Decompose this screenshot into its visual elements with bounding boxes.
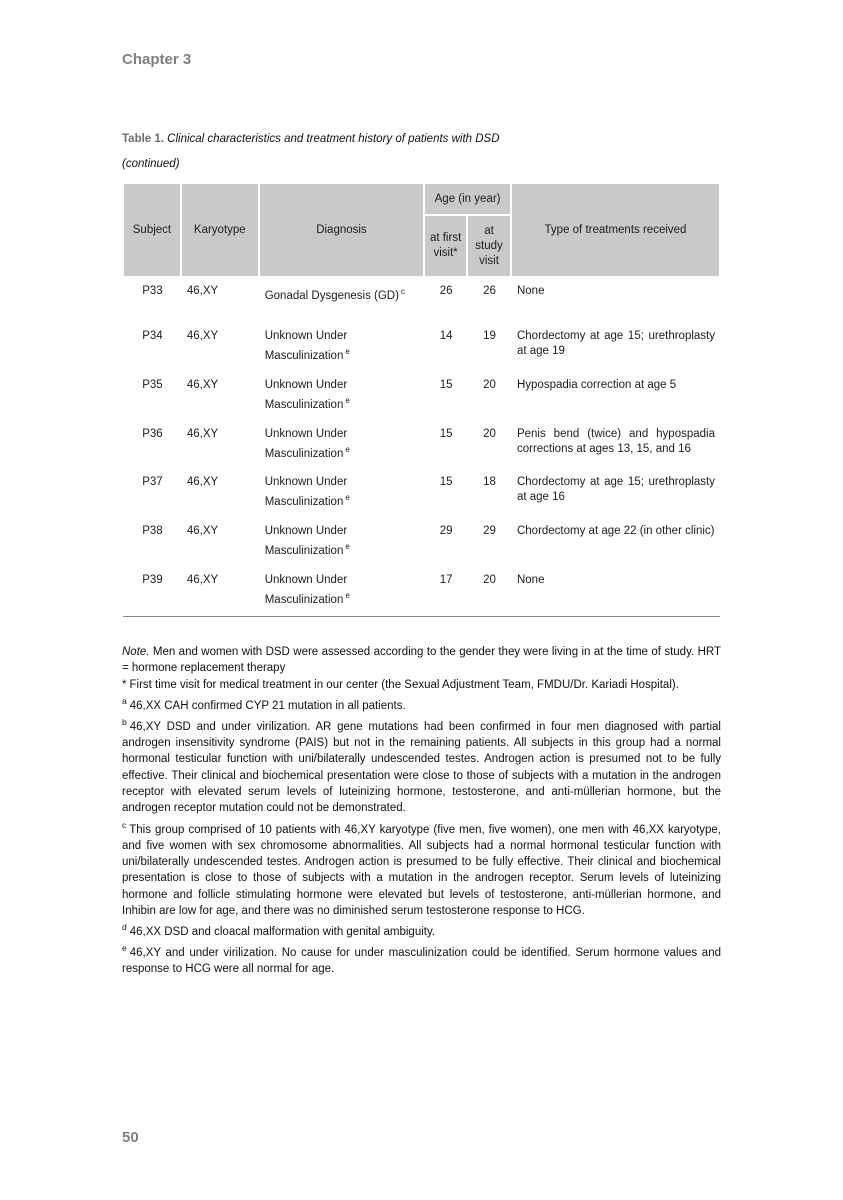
table-caption-continued: (continued): [122, 158, 180, 170]
footnote-text: 46,XY and under virilization. No cause for under masculinization could be identified. Serum hormone values and response to HCG were all normal for age.: [122, 947, 721, 976]
col-header-age-study-visit: at study visit: [467, 215, 511, 277]
diagnosis-footnote-marker: e: [345, 347, 350, 356]
subject-cell: P37: [142, 476, 163, 489]
karyotype-cell: 46,XY: [186, 574, 219, 587]
treatment-cell: Chordectomy at age 15; urethroplasty at age 19: [516, 330, 715, 357]
footnote-marker: e: [122, 943, 127, 954]
col-header-karyotype: Karyotype: [181, 183, 259, 277]
footnote-text: This group comprised of 10 patients with 46,XY karyotype (five men, five women), one men with 46,XX karyotype, and five women with sex chromosome abnormalities. All subjects had a normal hormonal testicular function with uni/bilaterally undescended testes. Androgen action is presumed to be fully effective. Their clinical and biochemical presentation is close to those of subjects with a mutation in the androgen receptor. Serum levels of luteinizing hormone and follicle stimulating hormone were elevated but levels of testosterone, anti-müllerian hormone, and Inhibin are low for age, and there was no diminished serum testosterone response to HCG.: [122, 823, 721, 917]
diagnosis-text: Unknown Under Masculinization: [264, 330, 348, 362]
diagnosis-cell: [259, 372, 424, 421]
karyotype-cell: 46,XY: [186, 525, 219, 538]
table-body: [123, 277, 720, 616]
age-study-visit-cell: 20: [483, 378, 496, 391]
subject-cell: P35: [142, 378, 163, 391]
footnote-e: [122, 940, 721, 977]
chapter-heading: Chapter 3: [122, 51, 192, 68]
table-row: [123, 469, 720, 518]
footnotes-section: [122, 644, 721, 978]
patients-table: [122, 182, 721, 617]
col-header-subject: Subject: [123, 183, 181, 277]
table-row: [123, 372, 720, 421]
diagnosis-cell: [259, 518, 424, 567]
diagnosis-text: Unknown Under Masculinization: [264, 427, 348, 460]
diagnosis-footnote-marker: c: [400, 287, 405, 296]
diagnosis-text: Unknown Under Masculinization: [264, 378, 348, 411]
footnote-text: 46,XX CAH confirmed CYP 21 mutation in all patients.: [129, 699, 406, 712]
diagnosis-cell: [259, 567, 424, 616]
karyotype-cell: 46,XY: [186, 285, 219, 297]
diagnosis-text: Unknown Under Masculinization: [264, 476, 348, 509]
diagnosis-text: Unknown Under Masculinization: [264, 574, 348, 606]
page-number: 50: [122, 1129, 139, 1146]
footnote-b: [122, 714, 721, 817]
table-header: [123, 183, 720, 277]
footnote-marker: c: [122, 819, 127, 830]
age-first-visit-cell: 29: [439, 525, 453, 538]
karyotype-cell: 46,XY: [186, 378, 219, 391]
age-first-visit-cell: 15: [439, 476, 453, 489]
table-caption-text: Clinical characteristics and treatment history of patients with DSD: [167, 133, 500, 145]
col-header-diagnosis: Diagnosis: [259, 183, 424, 277]
footnote-text: 46,XY DSD and under virilization. AR gene mutations had been confirmed in four men diagnosed with partial androgen insensitivity syndrome (PAIS) but not in the remaining patients. All subjects in this group had a normal hormonal testicular function with uni/bilaterally undescended testes. Androgen action is presumed not to be fully effective. Their clinical and biochemical presentation were close to those of subjects with a mutation in the androgen receptor with elevated serum levels of luteinizing hormone, testosterone, and anti-müllerian hormone, but the androgen receptor mutation could not be demonstrated.: [122, 720, 721, 815]
footnote-asterisk: [122, 677, 721, 693]
diagnosis-footnote-marker: e: [345, 542, 350, 552]
diagnosis-cell: [259, 277, 424, 323]
col-header-treatments: Type of treatments received: [511, 183, 720, 277]
age-study-visit-cell: 29: [483, 525, 496, 538]
footnote-text: 46,XX DSD and cloacal malformation with genital ambiguity.: [129, 926, 436, 939]
footnote-c: [122, 817, 721, 920]
treatment-cell: Chordectomy at age 22 (in other clinic): [516, 525, 715, 538]
karyotype-cell: 46,XY: [186, 330, 219, 342]
treatment-cell: Hypospadia correction at age 5: [516, 378, 677, 391]
treatment-cell: None: [516, 285, 545, 297]
footnote-note: [122, 644, 721, 677]
age-first-visit-cell: 26: [439, 285, 453, 297]
diagnosis-cell: [259, 421, 424, 470]
age-first-visit-cell: 17: [439, 574, 453, 587]
age-study-visit-cell: 26: [483, 285, 496, 297]
diagnosis-footnote-marker: e: [345, 395, 350, 405]
footnote-text: Men and women with DSD were assessed according to the gender they were living in at the time of study. HRT = hormone replacement therapy: [122, 645, 721, 675]
table-caption: [122, 132, 721, 147]
table-row: [123, 323, 720, 372]
karyotype-cell: 46,XY: [186, 476, 219, 489]
age-study-visit-cell: 19: [483, 330, 496, 342]
karyotype-cell: 46,XY: [186, 427, 219, 440]
table-caption-label: Table 1.: [122, 133, 164, 145]
table-row: [123, 421, 720, 470]
subject-cell: P39: [142, 574, 163, 587]
treatment-cell: None: [516, 574, 545, 587]
age-study-visit-cell: 20: [483, 427, 496, 440]
treatment-cell: Penis bend (twice) and hypospadia corrections at ages 13, 15, and 16: [516, 427, 715, 455]
page-content: [122, 0, 721, 978]
treatment-cell: Chordectomy at age 15; urethroplasty at age 16: [516, 476, 715, 504]
footnote-marker: Note.: [122, 645, 150, 658]
col-header-age-first-visit: at first visit*: [424, 215, 467, 277]
footnote-d: [122, 919, 721, 940]
diagnosis-text: Unknown Under Masculinization: [264, 525, 348, 558]
diagnosis-footnote-marker: e: [345, 591, 350, 601]
footnote-marker: d: [122, 922, 127, 933]
footnote-a: [122, 693, 721, 714]
subject-cell: P34: [142, 330, 163, 342]
age-study-visit-cell: 20: [483, 574, 496, 587]
footnote-marker: a: [122, 695, 127, 706]
age-first-visit-cell: 15: [439, 427, 453, 440]
col-header-age-group: Age (in year): [424, 183, 511, 215]
footnote-text: First time visit for medical treatment in our center (the Sexual Adjustment Team, FMDU/Dr. Kariadi Hospital).: [129, 678, 679, 691]
diagnosis-footnote-marker: e: [345, 493, 350, 503]
diagnosis-cell: [259, 323, 424, 372]
age-study-visit-cell: 18: [483, 476, 496, 489]
subject-cell: P33: [142, 285, 163, 297]
table-row: [123, 277, 720, 323]
table-row: [123, 567, 720, 616]
age-first-visit-cell: 14: [439, 330, 453, 342]
diagnosis-cell: [259, 469, 424, 518]
subject-cell: P38: [142, 525, 163, 538]
footnote-marker: *: [122, 678, 127, 691]
footnote-marker: b: [122, 716, 127, 727]
diagnosis-footnote-marker: e: [345, 444, 350, 454]
table-row: [123, 518, 720, 567]
diagnosis-text: Gonadal Dysgenesis (GD): [264, 289, 399, 302]
age-first-visit-cell: 15: [439, 378, 453, 391]
subject-cell: P36: [142, 427, 163, 440]
